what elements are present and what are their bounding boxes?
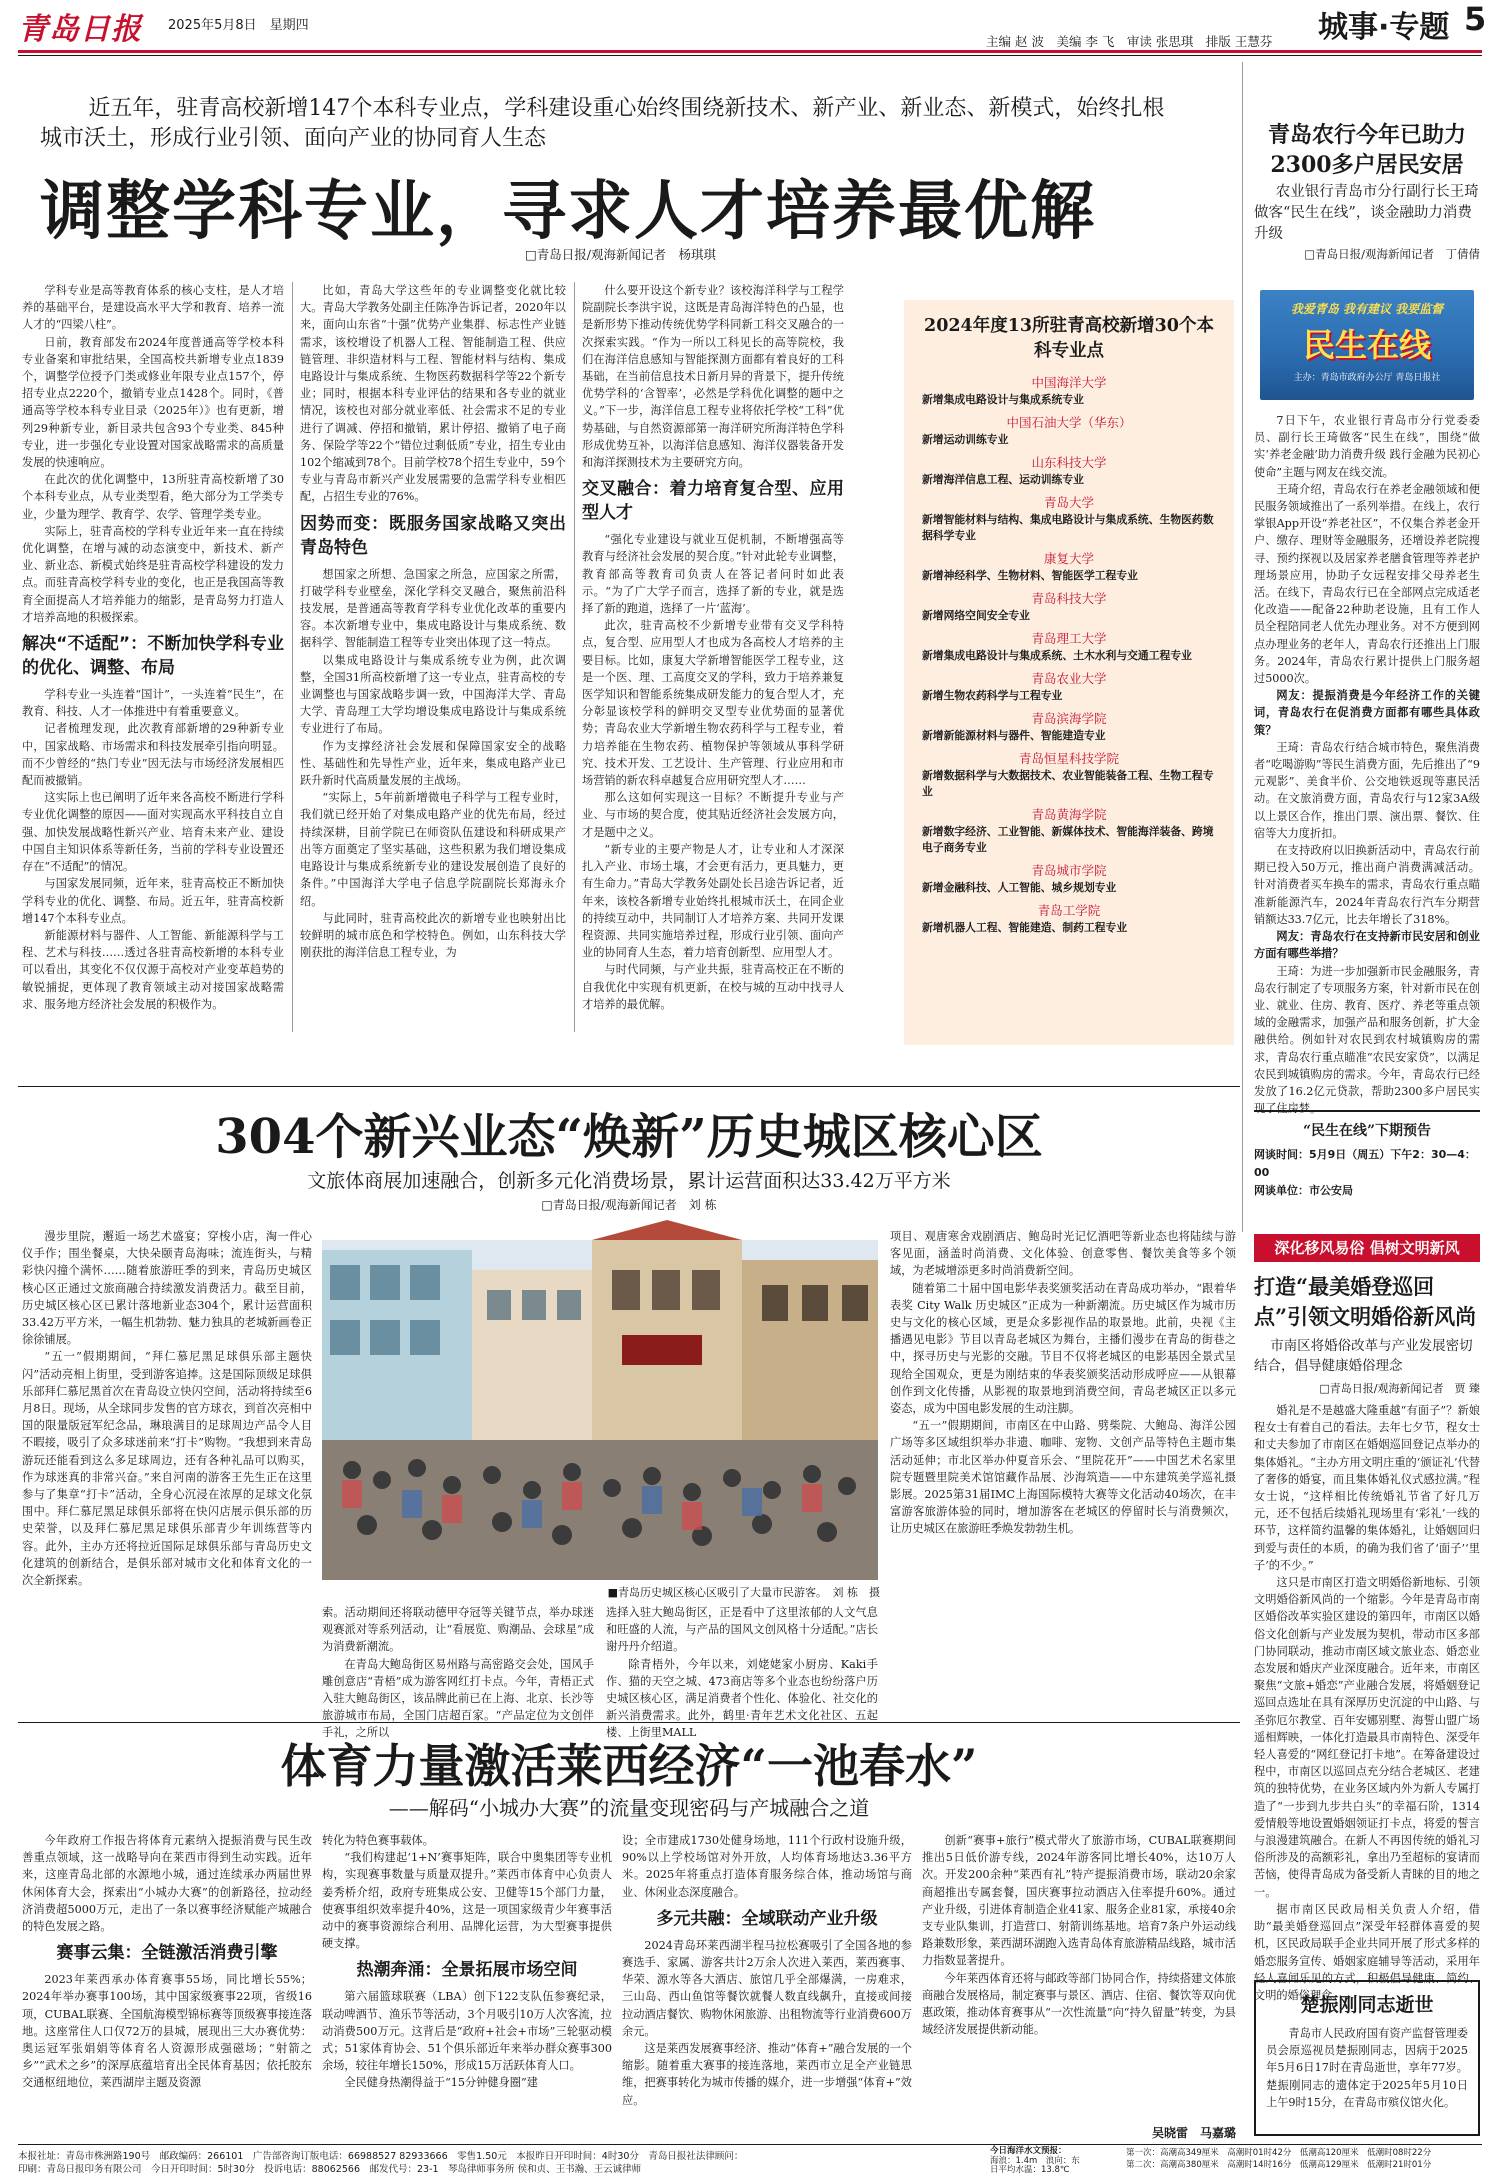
section4-headline: 打造“最美婚登巡回点”引领文明婚俗新风尚 (1254, 1274, 1477, 1329)
paragraph: 学科专业一头连着“国计”，一头连着“民生”，在教育、科技、人才一体推进中有着重要意义。 (22, 688, 284, 719)
section2-column-3 (606, 1604, 878, 1740)
section2-column-4 (890, 1228, 1236, 1718)
lead-column-1 (22, 282, 284, 1042)
lead-headline: 调整学科专业，寻求人才培养最优解 (40, 174, 1096, 249)
obituary-box (1254, 1980, 1480, 2136)
right-top-headline: 青岛农行今年已助力2300多户居民安居 (1267, 122, 1466, 178)
question: 网友：提振消费是今年经济工作的关键词，青岛农行在促消费方面都有哪些具体政策？ (1254, 688, 1480, 737)
sidebar-school-name: 青岛滨海学院 (1031, 711, 1107, 726)
sidebar-major-list: 新增集成电路设计与集成系统专业 (922, 393, 1084, 406)
paragraph: 在支持政府以旧换新活动中，青岛农行前期已投入50万元，推出商户消费满减活动。针对消费者买车换车的需求，青岛农行重点瞄准新能源汽车，2024年青岛农行汽车分期营销额达33.7亿元，比去年增长了318%。 (1254, 844, 1480, 926)
sidebar-title: 2024年度13所驻青高校新增30个本科专业点 (924, 316, 1214, 361)
paragraph: 这实际上也已阐明了近年来各高校不断进行学科专业优化调整的原因——面对实现高水平科技自立自强、加快发展战略性新兴产业、培育未来产业、建设中国自主知识体系等新任务，当前的学科专业设置还存在“不适配”的情况。 (22, 791, 284, 874)
sidebar-major-list: 新增网络空间安全专业 (922, 609, 1030, 622)
preview-box (1254, 1110, 1480, 1218)
paragraph: 选择入驻大鲍岛街区，正是看中了这里浓郁的人文气息和旺盛的人流，与产品的国风文创风格十分适配。”店长谢丹丹介绍道。 (606, 1606, 878, 1654)
sidebar-major-list: 新增机器人工程、智能建造、制药工程专业 (922, 921, 1128, 934)
paragraph: 那么这如何实现这一目标？不断提升专业与产业、与市场的契合度，使其贴近经济社会发展方向，才是题中之义。 (582, 791, 844, 839)
paragraph: 什么要开设这个新专业？该校海洋科学与工程学院副院长李洪宇说，这既是青岛海洋特色的凸显，也是新形势下推动传统优势学科同新工科交叉融合的一次探索实践。“作为一所以工科见长的高等院校，我们在海洋信息感知与智能探测方面都有着良好的工科基础，在当前信息技术日新月异的背景下，提升传统优势学科的‘含智率’，必然是学科优化调整的题中之义。”下一步，海洋信息工程专业将依托学校“工科”优势基础，与自然资源部第一海洋研究所海洋特色学科形成优势互补，以海洋信息感知、海洋仪器装备开发和海洋探测技术为主要研究方向。 (582, 284, 844, 470)
paragraph: 学科专业是高等教育体系的核心支柱，是人才培养的基础平台，是建设高水平大学和教育、培养一流人才的“四梁八柱”。 (22, 284, 284, 332)
paragraph: “强化专业建设与就业互促机制，不断增强高等教育与经济社会发展的契合度。”针对此轮专业调整，教育部高等教育司负责人在答记者问时如此表示。“为了广大学子而言，选择了新的专业，就是选择了新的跑道，选择了一片‘蓝海’。 (582, 533, 844, 616)
preview-time: 网谈时间：5月9日（周五）下午2：30—4：00 (1254, 1148, 1476, 1179)
sidebar-school-name: 青岛理工大学 (1031, 631, 1107, 646)
new-majors-sidebar (904, 300, 1234, 1045)
weather-title: 今日海洋水文预报： (990, 2146, 1067, 2156)
banner-slogan: 我爱青岛 我有建议 我要监督 (1290, 302, 1444, 316)
section4-article (1254, 1402, 1480, 2002)
weather-temp: 日平均水温：13.8℃ (990, 2165, 1070, 2175)
paragraph: 设；全市建成1730处健身场地，111个行政村设施升级，90%以上学校场馆对外开放，人均体育场地达3.36平方米。2025年将重点打造体育服务综合体，推动场馆与商业、休闲业态深度融合。 (622, 1834, 912, 1899)
paragraph: 漫步里院，邂逅一场艺术盛宴；穿梭小店，淘一件心仪手作；围坐餐桌，大快朵颐青岛海味；流连街头，与精彩快闪撞个满怀……随着旅游旺季的到来，青岛历史城区核心区正通过文旅商融合持续激发消费活力。截至目前，历史城区核心区已累计落地新业态304个，累计运营面积33.42万平方米，一幅生机勃勃、魅力独具的老城新画卷正徐徐铺展。 (22, 1230, 312, 1347)
paragraph: 索。活动期间还将联动德甲夺冠等关键节点，举办球迷观赛派对等系列活动，让“看展览、购潮品、会球星”成为消费新潮流。 (322, 1606, 594, 1654)
paragraph: 新能源材料与器件、人工智能、新能源科学与工程、艺术与科技……透过各驻青高校新增的本科专业可以看出，其变化不仅仅源于高校对产业变革趋势的敏锐捕捉，更体现了教育领域主动对接国家战略需求、服务地方经济社会发展的积极作为。 (22, 928, 284, 1011)
sidebar-school-name: 青岛科技大学 (1031, 591, 1107, 606)
section3-column-2 (322, 1832, 612, 2142)
banner-title: 民生在线 (1302, 326, 1431, 364)
paragraph: 转化为特色赛事载体。 (322, 1834, 434, 1847)
sidebar-major-list: 新增海洋信息工程、运动训练专业 (922, 473, 1084, 486)
banner-organizer: 主办：青岛市政府办公厅 青岛日报社 (1293, 373, 1441, 383)
section2-headline: 304个新兴业态“焕新”历史城区核心区 (215, 1109, 1043, 1165)
paragraph: “我们构建起‘1+N’赛事矩阵，联合中奥集团等专业机构，实现赛事数量与质量双提升。”莱西市体育中心负责人姜秀桥介绍，政府专班集成公安、卫健等15个部门力量，使赛事组织效率提升40%，这是一项国家级青少年赛事活动中的赛事资源综合利用、品牌化运营，为大型赛事提供硬支撑。 (322, 1851, 612, 1951)
masthead (18, 0, 1487, 56)
tide-first: 第一次：高潮高349厘米 高潮时01时42分 低潮高120厘米 低潮时08时22分 (1126, 2148, 1432, 2158)
newspaper-logo: 青岛日报 (18, 12, 142, 47)
paragraph: “新专业的主要产物是人才，让专业和人才深深扎入产业、市场土壤，才会更有活力，更具魅力，更有生命力。”青岛大学教务处副处长吕途告诉记者，近年来，该校各新增专业始终扎根城市沃土，在同企业的持续互动中，共同制订人才培养方案、共同开发课程资源、共同实施培养过程，形成行业引领、面向产业的协同育人生态，着力培育创新型、应用型人才。 (582, 842, 844, 960)
sidebar-major-list: 新增运动训练专业 (922, 433, 1009, 446)
paragraph: 项目、观唐寒舍戏剧酒店、鲍岛时光记忆酒吧等新业态也将陆续与游客见面，涵盖时尚消费、文化体验、创意零售、餐饮美食等多个领域，为老城增添更多时尚消费新空间。 (890, 1230, 1236, 1278)
sidebar-major-list: 新增数据科学与大数据技术、农业智能装备工程、生物工程专业 (922, 769, 1214, 798)
right-top-byline: □青岛日报/观海新闻记者 丁倩倩 (1304, 247, 1480, 261)
paragraph: 实际上，驻青高校的学科专业近年来一直在持续优化调整，在增与减的动态演变中，新技术、新产业、新业态、新模式始终是驻青高校学科建设的发力点。而驻青高校学科专业的变化，也正是我国高等教育全面提高人才培养能力的缩影，是青岛努力打造人才培养高地的积极探索。 (22, 524, 284, 624)
section2-column-2 (322, 1604, 594, 1740)
subheading: 因势而变：既服务国家战略又突出青岛特色 (300, 513, 566, 558)
campaign-tag: 深化移风易俗 倡树文明新风 (1254, 1234, 1480, 1262)
paragraph: 在青岛大鲍岛街区易州路与高密路交会处，国风手雕创意店“青梧”成为游客网红打卡点。今年，青梧正式入驻大鲍岛街区，该品牌此前已在上海、北京、长沙等旅游城市布局，全国门店超百家。“产品定位为文创伴手礼，之所以 (322, 1657, 594, 1740)
subheading: 交叉融合：着力培育复合型、应用型人才 (582, 479, 844, 524)
paragraph: 7日下午，农业银行青岛市分行党委委员、副行长王琦做客“民生在线”，围绕“做实‘养老金融’助力消费升级 践行金融为民初心使命”主题与网友在线交流。 (1254, 414, 1480, 479)
weather-wave: 海浪：1.4m 浪向：东 (990, 2155, 1080, 2166)
section4-deck: 市南区将婚俗改革与产业发展密切结合，倡导健康婚俗理念 (1254, 1338, 1473, 1374)
lead-deck: 近五年，驻青高校新增147个本科专业点，学科建设重心始终围绕新技术、新产业、新业态、新模式，始终扎根城市沃土，形成行业引领、面向产业的协同育人生态 (40, 96, 1165, 151)
footer-info-1: 本报社址：青岛市株洲路190号 邮政编码：266101 广告部咨询订版电话：66988527 82933666 零售1.50元 本报昨日开印时间：4时30分 青岛日报社法律顾问： (18, 2151, 744, 2162)
paragraph: 随着第二十届中国电影华表奖颁奖活动在青岛成功举办，“跟着华表奖 City Walk 历史城区”正成为一种新潮流。历史城区作为城市历史与文化的核心区域，更是众多影视作品的取景地。此前，央视《主播遇见电影》节目以青岛老城区为舞台，主播们漫步在青岛的街巷之中，探寻历史与光影的交融。节目不仅将老城区的电影基因全景式呈现给全国观众，更是为刚结束的华表奖颁奖活动形成呼应——从银幕创作到文化传播，从影视的取景地到消费空间，青岛老城区正以多元姿态，成为中国电影发展的生动注脚。 (890, 1281, 1236, 1416)
paragraph: “五一”假期期间，市南区在中山路、劈柴院、大鲍岛、海洋公园广场等多区域组织举办非遗、咖啡、宠物、文创产品等特色主题市集活动延伸；市北区举办仲夏音乐会、“里院花开”——中国艺术名家里院专题暨里院美术馆馆藏作品展、沙海筑造——中东建筑美学巡礼摄影展。2025第31届IMC上海国际模特大赛等文化活动40场次，在丰富游客旅游体验的同时，增加游客在老城区的停留时长与消费频次，让历史城区在旅游旺季焕发勃勃生机。 (890, 1419, 1236, 1536)
sidebar-major-list: 新增金融科技、人工智能、城乡规划专业 (922, 881, 1117, 894)
sidebar-school-name: 青岛城市学院 (1031, 863, 1107, 878)
paragraph: 婚礼是不是越盛大隆重越“有面子”？新娘程女士有着自己的看法。去年七夕节，程女士和丈夫参加了市南区在婚姻巡回登记点举办的集体婚礼。“主办方用文明庄重的‘颁证礼’代替了奢侈的婚宴，而且集体婚礼仪式感拉满。”程女士说，“这样相比传统婚礼节省了好几万元，还不包括后续婚礼现场里有‘彩礼’一线的环节，这样简约温馨的集体婚礼，让婚姻回归到爱与责任的本质，的确为我们省了‘面子’‘里子’的不少。” (1254, 1404, 1480, 1572)
obituary-title: 楚振刚同志逝世 (1300, 1994, 1434, 2016)
preview-title: “民生在线”下期预告 (1302, 1123, 1432, 1139)
subheading: 赛事云集：全链激活消费引擎 (56, 1943, 278, 1964)
footer-tides (1126, 2147, 1482, 2171)
section2-deck: 文旅体商展加速融合，创新多元化消费场景，累计运营面积达33.42万平方米 (307, 1170, 951, 1192)
issue-date: 2025年5月8日 星期四 (168, 18, 309, 33)
sidebar-school-name: 青岛恒星科技学院 (1018, 751, 1119, 766)
sidebar-school-name: 青岛大学 (1043, 495, 1094, 510)
paragraph: 记者梳理发现，此次教育部新增的29种新专业中，国家战略、市场需求和科技发展牵引指向明显。而不少曾经的“热门专业”因无法与市场经济发展相匹配而被撤销。 (22, 722, 284, 788)
sidebar-school-name: 山东科技大学 (1031, 455, 1107, 470)
sidebar-school-name: 康复大学 (1043, 551, 1094, 566)
paragraph: 创新“赛事+旅行”模式带火了旅游市场，CUBAL联赛期间推出5日低价游专线，2024年游客同比增长40%，达10万人次。开发200余种“莱西有礼”特产提振消费市场，联动20余家商超推出专属套餐，国庆赛事拉动酒店入住率提升60%。通过产业升级，引进体育制造企业41家、服务企业81家，承接40余支专业队集训，打造营口、射箭训练基地。培育7条户外运动线路兼数形象，莱西湖环湖跑入选青岛体育旅游精品线路，城市活力指数显著提升。 (922, 1834, 1236, 1968)
footer-weather (990, 2147, 1120, 2176)
section3-column-4 (922, 1832, 1236, 2122)
section2-column-1 (22, 1228, 312, 1718)
right-top-deck: 农业银行青岛市分行副行长王琦做客“民生在线”，谈金融助力消费升级 (1254, 184, 1479, 242)
paragraph: 在此次的优化调整中，13所驻青高校新增了30个本科专业点，从专业类型看，绝大部分为工学类专业，少量为理学、教育学、农学、管理学类专业。 (22, 473, 284, 521)
paragraph: 比如，青岛大学这些年的专业调整变化就比较大。青岛大学教务处副主任陈净告诉记者，2020年以来，面向山东省“十强”优势产业集群、标志性产业链需求，该校增设了机器人工程、智能制造工程、供应链管理、非织造材料与工程、智能材料与结构、集成电路设计与集成系统、生物医药数据科学等22个新专业；同时，根据本科专业评估的结果和各专业的就业情况，该校也对部分就业率低、社会需求不足的专业进行了调减、停招和撤销，累计停招、撤销了电子商务、保险学等22个“错位过剩低质”专业，招生专业由102个缩减到78个。目前学校78个招生专业中，59个专业与青岛市新兴产业发展需要的急需学科专业相匹配，占招生专业的76%。 (300, 284, 566, 504)
paragraph: 作为支撑经济社会发展和保障国家安全的战略性、基础性和先导性产业，近年来，集成电路产业已跃升新时代高质量发展的主战场。 (300, 739, 566, 788)
section-title: 城事·专题 (1318, 10, 1450, 45)
obituary-text: 青岛市人民政府国有资产监督管理委员会原巡视员楚振刚同志，因病于2025年5月6日17时在青岛逝世，享年77岁。楚振刚同志的遗体定于2025年5月10日上午9时15分，在青岛市殡仪馆火化。 (1266, 2027, 1468, 2109)
preview-unit: 网谈单位：市公安局 (1254, 1184, 1353, 1197)
question: 网友：青岛农行在支持新市民安居和创业方面有哪些举措？ (1254, 929, 1480, 961)
paragraph: 除青梧外，今年以来，刘姥姥家小厨房、Kaki手作、猫的天空之城、473商店等多个业态也纷纷落户历史城区核心区，满足消费者个性化、体验化、社交化的新兴消费需求。此外，鹤里·青年艺术文化社区、五起楼、上街里MALL (606, 1657, 878, 1740)
footer-info-2: 印刷：青岛日报印务有限公司 今日开印时间：5时30分 投诉电话：88062566 邮发代号：23-1 琴岛律师事务所 侯和贞、王书瀚、王云诚律师 (18, 2164, 642, 2175)
sidebar-school-name: 青岛黄海学院 (1031, 807, 1107, 822)
sidebar-major-list: 新增生物农药科学与工程专业 (922, 689, 1063, 702)
photo-caption: ■青岛历史城区核心区吸引了大量市民游客。 刘 栋 摄 (607, 1586, 880, 1599)
sidebar-school-name: 中国海洋大学 (1031, 375, 1107, 390)
masthead-rule (18, 50, 1482, 53)
sidebar-major-list: 新增智能材料与结构、集成电路设计与集成系统、生物医药数据科学专业 (922, 513, 1214, 542)
paragraph: 王琦：青岛农行结合城市特色，聚焦消费者“吃喝游购”等民生消费方面，先后推出了“9元观影”、美食半价、公交地铁返现等惠民活动。在文旅消费方面，青岛农行与12家3A级以上景区合作，推出门票、演出票、餐饮、住宿等大力度折扣。 (1254, 740, 1480, 840)
section4-byline: □青岛日报/观海新闻记者 贾 臻 (1319, 1382, 1480, 1395)
editor-credits: 主编 赵 波 美编 李 飞 审读 张思琪 排版 王慧芬 (986, 34, 1273, 49)
paragraph: 据市南区民政局相关负责人介绍，借助“最美婚登巡回点”深受年轻群体喜爱的契机，区民政局联手企业共同开展了形式多样的婚恋服务宣传、婚姻家庭辅导等活动，采用年轻人喜闻乐见的方式，积极倡导健康、简约、文明的婚俗理念。 (1254, 1902, 1480, 2002)
sidebar-major-list: 新增集成电路设计与集成系统、土木水利与交通工程专业 (922, 649, 1192, 662)
section3-column-3 (622, 1832, 912, 2142)
lead-column-3 (582, 282, 844, 1042)
section3-byline: 吴晓雷 马嘉璐 (1151, 2126, 1236, 2140)
sidebar-school-name: 青岛工学院 (1037, 903, 1101, 918)
paragraph: 2023年莱西承办体育赛事55场，同比增长55%；2024年举办赛事100场，其中国家级赛事22项，省级16项，CUBAL联赛、全国航海模型锦标赛等顶级赛事接连落地。这座常住人口仅72万的县城，展现出三大办赛优势：奥运冠军张娟娟等体育名人资源形成强磁场；“射箭之乡”“武术之乡”的深厚底蕴培育出全民体育基因；依托胶东交通枢纽地位，莱西湖岸主题及资源 (22, 1973, 312, 2090)
paragraph: 此次，驻青高校不少新增专业带有交叉学科特点，复合型、应用型人才也成为各高校人才培养的主要目标。比如，康复大学新增智能医学工程专业，这是一个医、理、工高度交叉的学科，致力于培养兼复医学知识和智能系统集成研发能力的复合型人才，充分彰显该校学科的鲜明交叉型专业优势面的显著优势；青岛农业大学新增生物农药科学与工程专业，着力培养能在生物农药、植物保护等领域从事科学研究、技术开发、工艺设计、生产管理、行业应用和市场营销的新农科卓越复合应用研究型人才…… (582, 619, 844, 788)
paragraph: 2024青岛环莱西湖半程马拉松赛吸引了全国各地的参赛选手、家属、游客共计2万余人次进入莱西，莱西赛事、华荣、源水等各大酒店、旅馆几乎全部爆满，一房难求，三山岛、西山鱼馆等餐饮就餐人数直线飙升，直接或间接拉动酒店餐饮、购物休闲旅游、出租物流等行业消费600万余元。 (622, 1938, 912, 2038)
minsheng-banner (1260, 290, 1474, 400)
paragraph: 第六届篮球联赛（LBA）创下122支队伍参赛纪录，联动啤酒节、渔乐节等活动，3个月吸引10万人次客流，拉动消费500万元。这背后是“政府+社会+市场”三轮驱动模式；51家体育协会、51个俱乐部近年来举办群众赛事300余场，较往年增长150%，形成15万活跃体育人口。 (322, 1990, 612, 2073)
minsheng-article (1254, 412, 1480, 1116)
paragraph: 与国家发展同频，近年来，驻青高校正不断加快学科专业的优化、调整、布局。近五年，驻青高校新增147个本科专业点。 (22, 877, 284, 925)
paragraph: 今年莱西体育还将与邮政等部门协同合作，持续搭建文体旅商融合发展格局，制定赛事与景区、酒店、住宿、餐饮等双向优惠政策，推动体育赛事从“一次性流量”向“持久留量”转变，为县域经济发展提供新动能。 (922, 1971, 1236, 2037)
sidebar-major-list: 新增新能源材料与器件、智能建造专业 (922, 729, 1106, 742)
section3-deck: ——解码“小城办大赛”的流量变现密码与产城融合之道 (388, 1796, 870, 1820)
section3-headline: 体育力量激活莱西经济“一池春水” (280, 1739, 978, 1793)
sidebar-school-name: 中国石油大学（华东） (1006, 415, 1132, 430)
sidebar-major-list: 新增神经科学、生物材料、智能医学工程专业 (922, 569, 1138, 582)
street-photo (322, 1240, 878, 1580)
subheading: 多元共融：全域联动产业升级 (656, 1908, 878, 1929)
paragraph: 今年政府工作报告将体育元素纳入提振消费与民生改善重点领域，这一战略导向在莱西市得到生动实践。近年来，这座青岛北部的水源地小城，通过连续承办两届世界休闲体育大会，探索出“小城办大赛”的创新路径，拉动经济消费超5000万元，走出了一条以赛事经济赋能产城融合的特色发展之路。 (22, 1834, 312, 1934)
sidebar-school-name: 青岛农业大学 (1031, 671, 1107, 686)
section2-byline: □青岛日报/观海新闻记者 刘 栋 (541, 1198, 717, 1212)
lead-column-2 (300, 282, 566, 1042)
subheading: 解决“不适配”：不断加快学科专业的优化、调整、布局 (22, 634, 284, 679)
tide-second: 第二次：高潮高380厘米 高潮时14时16分 低潮高129厘米 低潮时21时01分 (1126, 2160, 1432, 2170)
paragraph: 王琦：为进一步加强新市民金融服务，青岛农行制定了专项服务方案，针对新市民在创业、就业、住房、教育、医疗、养老等重点领域的金融需求，加强产品和服务创新，扩大金融供给。例如针对农民到农村城镇购房的需求，青岛农行重点瞄准“农民安家贷”，以满足农民到城镇购房的需求。今年，青岛农行已经发放了16.2亿元贷款，帮助2300多户居民实现了住房梦。 (1254, 964, 1480, 1116)
paragraph: 以集成电路设计与集成系统专业为例，此次调整，全国31所高校新增了这一专业点，驻青高校的专业调整也与国家战略步调一致，中国海洋大学、青岛大学、青岛理工大学均增设集成电路设计与集成系统专业进行了布局。 (300, 653, 566, 736)
street-scene-image (322, 1240, 878, 1580)
subheading: 热潮奔涌：全景拓展市场空间 (356, 1960, 578, 1981)
paragraph: “实际上，5年前新增微电子科学与工程专业时，我们就已经开始了对集成电路产业的优先布局，经过持续深耕，目前学院已在师资队伍建设和科研成果产出等方面奠定了坚实基础，这些积累为我们增设集成电路设计与集成系统新专业的建设发展创造了良好的条件。”中国海洋大学电子信息学院副院长郑海永介绍。 (300, 791, 566, 908)
paragraph: 全民健身热潮得益于“15分钟健身圈”建 (344, 2076, 538, 2090)
paragraph: 王琦介绍，青岛农行在养老金融领域和便民服务领域推出了一系列举措。在线上，农行掌银App开设“养老社区”，不仅集合养老金开户、缴存、理财等金融服务，还增设养老院搜寻、预约探视以及居家养老膳食管理等养老护理场景应用，协助子女远程安排父母养老生活。在线下，青岛农行已在全部网点完成适老化改造——配备22种助老设施，且有工作人员全程陪同老人优先办理业务。对不方便到网点办理业务的老年人，青岛农行还推出上门服务。2024年，青岛农行累计提供上门服务超过5000次。 (1254, 482, 1480, 686)
paragraph: 日前，教育部发布2024年度普通高等学校本科专业备案和审批结果，全国高校共新增专业点1839个，调整学位授予门类或修业年限专业点157个，停招专业点2220个，撤销专业点1428个。同时，《普通高等学校本科专业目录（2025年）》也有更新，增列29种新专业，新目录共包含93个专业类、845种专业，进一步强化专业设置对国家战略需求的高质量发展的快速响应。 (22, 335, 284, 470)
paragraph: 想国家之所想、急国家之所急，应国家之所需，打破学科专业壁垒，深化学科交叉融合，聚焦前沿科技发展，是普通高等教育学科专业优化改革的重要内容。本次新增专业中，集成电路设计与集成系统、数据科学、智能制造工程等专业突出体现了这一特点。 (300, 567, 566, 650)
paragraph: “五一”假期期间，“拜仁慕尼黑足球俱乐部主题快闪”活动亮相上街里，受到游客追捧。这是国际顶级足球俱乐部拜仁慕尼黑首次在青岛设立快闪空间，活动将持续至6月8日。现场，从全球同步发售的官方球衣，到首次亮相中国的限量版冠军纪念品，琳琅满目的足球周边产品令人目不暇接，吸引了众多球迷前来“打卡”购物。“我想到来青岛游玩还能看到这么多足球周边，还有各种礼品可以购买，作为球迷真的非常兴奋。”来自河南的游客王先生正在这里参与了集章“打卡”活动，全身心沉浸在浓厚的足球文化氛围中。拜仁慕尼黑足球俱乐部将在快闪店展示俱乐部的历史荣誉，以及拜仁慕尼黑足球俱乐部青少年训练营等内容。此外，主办方还将拉近国际足球俱乐部与青岛历史文化建筑的创新结合，是俱乐部对城市文化和体育文化的一次全新探索。 (22, 1350, 312, 1588)
sidebar-major-list: 新增数字经济、工业智能、新媒体技术、智能海洋装备、跨境电子商务专业 (922, 825, 1214, 854)
page-number: 5 (1464, 0, 1487, 38)
sidebar-list (922, 374, 1216, 936)
paragraph: 这是莱西发展赛事经济、推动“体育+”融合发展的一个缩影。随着重大赛事的接连落地，莱西市立足全产业链思维，把赛事转化为城市传播的媒介，进一步增强“体育+”效应。 (622, 2042, 912, 2107)
paragraph: 与此同时，驻青高校此次的新增专业也映射出比较鲜明的城市底色和学校特色。例如，山东科技大学刚获批的海洋信息工程专业，为 (300, 911, 566, 960)
lead-byline: □青岛日报/观海新闻记者 杨琪琪 (525, 247, 717, 262)
paragraph: 与时代同频，与产业共振，驻青高校正在不断的自我优化中实现有机更新，在校与城的互动中找寻人才培养的最优解。 (582, 963, 844, 1011)
paragraph: 这只是市南区打造文明婚俗新地标、引领文明婚俗新风尚的一个缩影。今年是青岛市南区婚俗改革实验区建设的第四年，市南区以婚俗文化创新与产业发展为契机，带动市区多部门协同联动，推动市南区域文旅业态、婚恋业态发展和婚庆产业深度融合。近年来，市南区聚焦“文旅+婚恋”产业融合发展，将婚姻登记巡回点选址在具有深厚历史沉淀的中山路、与圣弥厄尔教堂、百年安娜别墅、海誓山盟广场遥相辉映，一体化打造最具市南特色、深受年轻人喜爱的“网红登记打卡地”。在筹备建设过程中，市南区以巡回点充分结合老城区、老建筑的独特优势，在业务区域内外为新人专属打造了“一步到九步共白头”的幸福石阶，1314爱情般等地设置婚姻领证打卡点，将爱的誓言与浪漫建筑融合。在新人不再因传统的婚礼习俗所涉及的高额彩礼，拿出乃至超标的宴请而苦恼，使得青岛成为备受新人青睐的目的地之一。 (1254, 1576, 1480, 1899)
section3-column-1 (22, 1832, 312, 2142)
